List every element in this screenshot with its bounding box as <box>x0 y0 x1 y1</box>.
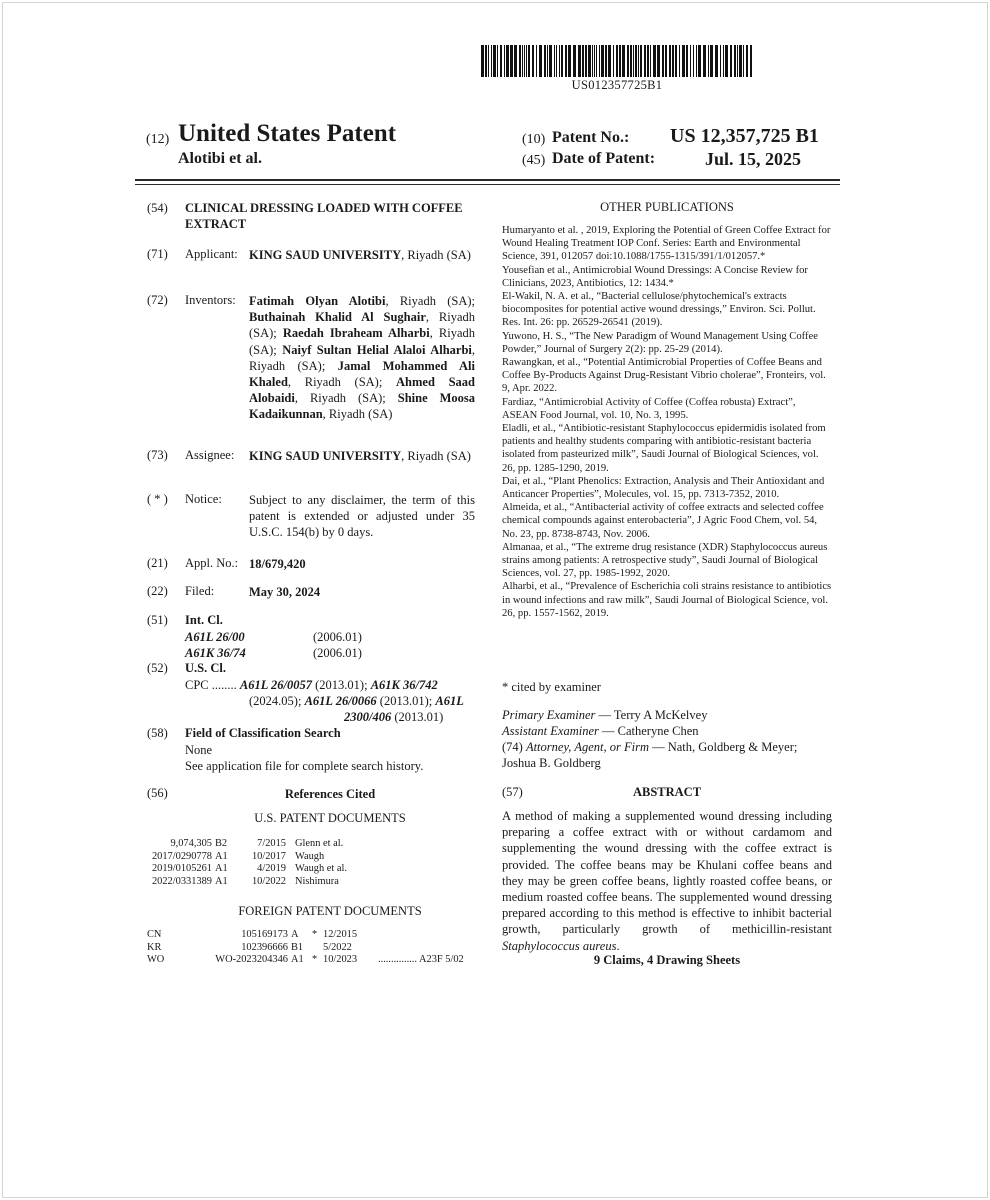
barcode-bar <box>532 45 534 77</box>
field-search-label: Field of Classification Search <box>185 726 341 740</box>
cpc-prefix: CPC ........ <box>185 678 237 692</box>
inventor-location: , Riyadh (SA); <box>294 391 398 406</box>
foreign-reference-row <box>147 929 467 942</box>
barcode-bar <box>644 45 646 77</box>
us-reference-row <box>140 851 350 864</box>
barcode-bar <box>573 45 576 77</box>
us-reference-row <box>140 876 350 889</box>
barcode-bar <box>650 45 651 77</box>
barcode-bar <box>559 45 560 77</box>
ref-date: 12/2015 <box>323 929 358 940</box>
ref-name: Nishimura <box>295 875 339 887</box>
barcode-bar <box>488 45 489 77</box>
ref-number: 2022/0331389 <box>151 875 212 887</box>
patent-no-label: Patent No.: <box>552 129 630 146</box>
ref-date: 10/2023 <box>323 954 358 966</box>
other-publications-list <box>502 224 832 620</box>
intcl-code-2: A61K 36/74 <box>185 646 246 660</box>
barcode-bar <box>669 45 671 77</box>
barcode-bar <box>746 45 748 77</box>
attorney-label: Attorney, Agent, or Firm <box>525 740 649 754</box>
barcode-bar <box>710 45 713 77</box>
publication-entry: Alharbi, et al., “Prevalence of Escherichia coli strains resistance to antibiotics in wound infections and raw milk”, Saudi Journal of Biological Science, vol. 26, pp. 1557-1562, 2019. <box>502 581 832 619</box>
ref-country: CN <box>147 929 162 940</box>
barcode-bar <box>696 45 697 77</box>
references-label: References Cited <box>284 787 376 801</box>
cpc-line-2 <box>249 693 479 709</box>
assignee-code: (73) <box>147 448 168 462</box>
claims-summary: 9 Claims, 4 Drawing Sheets <box>593 953 741 967</box>
ref-number: 9,074,305 <box>170 838 212 849</box>
publication-entry: Yousefian et al., Antimicrobial Wound Dressings: A Concise Review for Clinicians, 2023, Antibiotics, 12: 1434.* <box>502 264 808 289</box>
abstract-code: (57) <box>502 785 523 799</box>
header-rule-2 <box>135 184 840 185</box>
code-10: (10) <box>522 132 546 147</box>
barcode-bar <box>703 45 706 77</box>
ref-star: * <box>312 954 318 966</box>
ref-extra <box>372 929 467 942</box>
publication-entry: El-Wakil, N. A. et al., “Bacterial cellulose/phytochemical's extracts biocomposites for potential active wound dressings,” Environ. Sci. Pollut. Res. Int. 26: pp. 26529-26541 (2019). <box>502 291 816 329</box>
cpc-line-1 <box>185 677 475 693</box>
cited-note: * cited by examiner <box>502 680 601 694</box>
field-search-see: See application file for complete search history. <box>185 759 424 773</box>
barcode-bar <box>750 45 752 77</box>
abstract-text <box>502 808 832 954</box>
assistant-examiner-label: Assistant Examiner <box>502 724 599 738</box>
cpc-version-4: (2013.01) <box>394 710 444 724</box>
inventor-name: Shine Moosa Kadaikunnan <box>249 391 475 422</box>
barcode-bar <box>585 45 587 77</box>
barcode-bar <box>698 45 701 77</box>
ref-date: 10/2022 <box>251 875 286 887</box>
publication-entry: Eladli, et al., “Antibiotic-resistant Staphylococcus epidermidis isolated from patients and healthy students comparing with antibiotic-resistant bacteria isolated from pasteurized milk”, Saudi Journal of Biological Sciences, vol. 26, pp. 1285-1290, 2019. <box>502 423 826 474</box>
inventor-location: , Riyadh (SA); <box>249 310 476 341</box>
us-patent-heading: U.S. PATENT DOCUMENTS <box>254 811 406 825</box>
code-45: (45) <box>522 153 546 168</box>
ref-date: 10/2017 <box>251 850 286 862</box>
ref-number: WO-2023204346 <box>215 954 288 966</box>
inventor-name: Fatimah Olyan Alotibi <box>249 294 386 308</box>
assignee-location: , Riyadh (SA) <box>401 449 471 463</box>
barcode-bar <box>690 45 691 77</box>
barcode-bar <box>481 45 484 77</box>
barcode-bar <box>568 45 571 77</box>
code-12: (12) <box>146 132 170 147</box>
barcode-bar <box>693 45 694 77</box>
appl-number: 18/679,420 <box>249 557 306 571</box>
attorney-code: (74) <box>502 740 523 754</box>
barcode-bar <box>539 45 542 77</box>
ref-name: Glenn et al. <box>295 838 344 849</box>
barcode-bar <box>519 45 521 77</box>
barcode <box>481 45 753 77</box>
barcode-bar <box>506 45 509 77</box>
barcode-bar <box>715 45 718 77</box>
ref-country: WO <box>147 954 165 966</box>
barcode-bar <box>514 45 517 77</box>
foreign-patent-heading: FOREIGN PATENT DOCUMENTS <box>238 904 422 918</box>
cpc-code-3: A61L 26/0066 <box>304 694 377 708</box>
barcode-bar <box>739 45 742 77</box>
barcode-bar <box>638 45 639 77</box>
barcode-bar <box>665 45 667 77</box>
barcode-bar <box>619 45 621 77</box>
patent-title: CLINICAL DRESSING LOADED WITH COFFEE EXTRACT <box>185 201 463 231</box>
foreign-reference-row <box>147 954 467 967</box>
assistant-examiner <box>502 723 832 739</box>
barcode-bar <box>491 45 492 77</box>
applicant-location: , Riyadh (SA) <box>401 248 471 262</box>
appl-label: Appl. No.: <box>185 556 239 570</box>
cpc-code-4a: A61L <box>435 694 464 708</box>
header-rule-1 <box>135 179 840 181</box>
notice-code: ( * ) <box>147 492 168 506</box>
ref-kind: B2 <box>215 838 228 849</box>
barcode-bar <box>547 45 548 77</box>
primary-examiner-label: Primary Examiner <box>502 708 596 722</box>
barcode-bar <box>679 45 680 77</box>
barcode-bar <box>725 45 728 77</box>
barcode-bar <box>743 45 744 77</box>
barcode-bar <box>616 45 618 77</box>
barcode-bar <box>522 45 523 77</box>
barcode-bar <box>608 45 611 77</box>
inventor-location: , Riyadh (SA); <box>249 326 475 357</box>
barcode-bar <box>504 45 505 77</box>
us-reference-row <box>140 863 350 876</box>
ref-number: 105169173 <box>241 929 288 940</box>
barcode-bar <box>526 45 527 77</box>
barcode-bar <box>633 45 634 77</box>
ref-date: 7/2015 <box>257 838 286 849</box>
ref-kind: A1 <box>215 850 228 862</box>
foreign-reference-row <box>147 942 467 955</box>
foreign-patent-table <box>147 929 467 967</box>
inventor-location: , Riyadh (SA) <box>322 407 393 422</box>
ref-extra: ............... A23F 5/02 <box>378 954 464 966</box>
barcode-bar <box>596 45 597 77</box>
inventor-short: Alotibi et al. <box>178 150 262 167</box>
ref-number: 2017/0290778 <box>151 850 212 862</box>
barcode-bar <box>588 45 591 77</box>
barcode-bar <box>686 45 688 77</box>
barcode-bar <box>554 45 555 77</box>
abstract-body: A method of making a supplemented wound dressing including preparing a coffee extract with or without cardamom and supplementing the wound dressing with the coffee extract is provided. The coffee beans may be Khulani coffee beans and they may be green coffee beans, lightly roasted coffee beans, or medium roasted coffee beans. The supplemented wound dressing prepared according to this method is effective to inhibit bacterial growth, particularly growth of methicillin-resistant <box>502 809 832 937</box>
inventor-name: Buthainah Khalid Al Sughair <box>249 310 426 325</box>
date-label: Date of Patent: <box>552 150 656 167</box>
barcode-bar <box>561 45 563 77</box>
barcode-bar <box>510 45 513 77</box>
ref-kind: B1 <box>291 941 304 953</box>
publication-entry: Rawangkan, et al., “Potential Antimicrobial Properties of Coffee Beans and Coffee By-Products Against Drug-Resistant Vibrio cholerae”, Fronteirs, vol. 9, Apr. 2022. <box>502 357 826 395</box>
barcode-bar <box>723 45 724 77</box>
inventor-name: Ahmed Saad Alobaidi <box>249 375 476 406</box>
barcode-bar <box>627 45 629 77</box>
references-code: (56) <box>147 786 168 800</box>
assistant-examiner-name: — Catheryne Chen <box>598 724 699 738</box>
cpc-code-1: A61L 26/0057 <box>239 678 312 692</box>
attorney-name: — Nath, Goldberg & Meyer; Joshua B. Goldberg <box>502 740 798 771</box>
barcode-bar <box>592 45 593 77</box>
inventors-list <box>249 293 475 423</box>
ref-kind: A1 <box>215 875 228 887</box>
barcode-bar <box>682 45 685 77</box>
field-search-code: (58) <box>147 726 168 740</box>
us-reference-row <box>140 838 350 851</box>
appl-code: (21) <box>147 556 168 570</box>
inventors-label: Inventors: <box>185 293 236 307</box>
cpc-version-3: (2013.01); <box>379 694 433 708</box>
ref-kind: A <box>291 929 299 940</box>
inventor-location: , Riyadh (SA); <box>287 375 397 390</box>
ref-country: KR <box>147 941 162 953</box>
barcode-bar <box>737 45 738 77</box>
barcode-bar <box>734 45 736 77</box>
barcode-bar <box>640 45 642 77</box>
abstract-organism: Staphylococcus aureus <box>502 938 617 953</box>
publication-entry: Almeida, et al., “Antibacterial activity of coffee extracts and selected coffee chemical compounds against enterobacteria”, J Agric Food Chem, vol. 54, No. 23, pp. 8738-8743, Nov. 2006. <box>502 502 824 540</box>
abstract-end: . <box>616 938 620 953</box>
cpc-line-3 <box>344 709 443 725</box>
barcode-bar <box>549 45 552 77</box>
inventor-location: , Riyadh (SA); <box>385 294 476 308</box>
cpc-code-4b: 2300/406 <box>344 710 392 724</box>
barcode-bar <box>528 45 530 77</box>
uscl-code: (52) <box>147 661 168 675</box>
intcl-version-1: (2006.01) <box>313 630 362 644</box>
barcode-bar <box>556 45 557 77</box>
barcode-bar <box>630 45 632 77</box>
publication-entry: Humaryanto et al. , 2019, Exploring the Potential of Green Coffee Extract for Wound Healing Treatment IOP Conf. Series: Earth and Environmental Science, 391, 012057 doi:10.1088/1755-1315/391/1/012057.* <box>502 225 831 263</box>
barcode-bar <box>582 45 584 77</box>
barcode-bar <box>613 45 614 77</box>
ref-name: Waugh <box>295 850 325 862</box>
intcl-code-1: A61L 26/00 <box>185 630 245 644</box>
ref-star <box>312 942 323 955</box>
inventor-location: , Riyadh (SA); <box>249 342 475 373</box>
attorney <box>502 739 802 771</box>
inventor-name: Naiyf Sultan Helial Alaloi Alharbi <box>282 342 472 357</box>
barcode-bar <box>657 45 660 77</box>
publication-entry: Almanaa, et al., “The extreme drug resistance (XDR) Staphylococcus aureus strains among patients: A retrospective study”, Saudi Journal of Biological Sciences, vol. 27, pp. 1985-1992, 2020. <box>502 541 828 580</box>
barcode-bar <box>485 45 487 77</box>
cpc-code-2: A61K 36/742 <box>370 678 438 692</box>
barcode-bar <box>578 45 581 77</box>
field-search-none: None <box>185 743 213 757</box>
cpc-version-2: (2024.05); <box>249 694 302 708</box>
filed-code: (22) <box>147 584 168 598</box>
applicant-name: KING SAUD UNIVERSITY <box>249 248 402 262</box>
barcode-bar <box>730 45 732 77</box>
filed-date: May 30, 2024 <box>249 585 321 599</box>
barcode-bar <box>622 45 625 77</box>
barcode-bar <box>500 45 502 77</box>
assignee <box>249 448 475 464</box>
barcode-bar <box>647 45 649 77</box>
ref-date: 4/2019 <box>257 863 286 875</box>
patent-number: US 12,357,725 B1 <box>670 125 819 147</box>
intcl-version-2: (2006.01) <box>313 646 362 660</box>
barcode-bar <box>536 45 537 77</box>
ref-number: 2019/0105261 <box>151 863 212 875</box>
barcode-bar <box>497 45 498 77</box>
ref-date: 5/2022 <box>323 941 352 953</box>
barcode-bar <box>493 45 496 77</box>
barcode-bar <box>524 45 525 77</box>
publication-entry: Fardiaz, “Antimicrobial Activity of Coffee (Coffea robusta) Extract”, ASEAN Food Journal, vol. 10, No. 3, 1995. <box>502 396 796 421</box>
applicant-code: (71) <box>147 247 168 261</box>
abstract-heading: ABSTRACT <box>632 785 702 799</box>
filed-label: Filed: <box>185 584 215 598</box>
ref-number: 102396666 <box>241 941 288 953</box>
ref-kind: A1 <box>215 863 228 875</box>
page-border <box>2 2 988 1198</box>
barcode-bar <box>635 45 637 77</box>
primary-examiner <box>502 707 832 723</box>
other-publications-heading: OTHER PUBLICATIONS <box>600 200 734 214</box>
barcode-number: US012357725B1 <box>571 78 663 92</box>
ref-extra <box>372 942 467 955</box>
barcode-bar <box>601 45 604 77</box>
barcode-bar <box>544 45 546 77</box>
applicant <box>249 247 475 263</box>
us-patent-table <box>140 838 350 888</box>
barcode-bar <box>708 45 709 77</box>
barcode-bar <box>594 45 595 77</box>
barcode-bar <box>599 45 600 77</box>
barcode-bar <box>565 45 567 77</box>
primary-examiner-name: — Terry A McKelvey <box>595 708 708 722</box>
patent-date: Jul. 15, 2025 <box>705 149 802 169</box>
barcode-bar <box>720 45 721 77</box>
barcode-bar <box>672 45 674 77</box>
cpc-version-1: (2013.01); <box>315 678 368 692</box>
intcl-label: Int. Cl. <box>185 613 223 627</box>
barcode-bar <box>675 45 677 77</box>
intcl-code: (51) <box>147 613 168 627</box>
barcode-bar <box>662 45 664 77</box>
applicant-label: Applicant: <box>185 247 238 261</box>
inventor-name: Raedah Ibraheam Alharbi <box>282 326 430 341</box>
document-type: United States Patent <box>178 120 397 147</box>
barcode-bar <box>605 45 607 77</box>
barcode-bar <box>653 45 656 77</box>
publication-entry: Dai, et al., “Plant Phenolics: Extraction, Analysis and Their Antioxidant and Anticancer Properties”, Molecules, vol. 15, pp. 7313-7352, 2010. <box>502 475 825 501</box>
uscl-label: U.S. Cl. <box>185 661 226 675</box>
notice-text: Subject to any disclaimer, the term of this patent is extended or adjusted under 35 U.S.C. 154(b) by 0 days. <box>249 493 475 540</box>
title-code: (54) <box>147 201 168 215</box>
notice-label: Notice: <box>185 492 222 506</box>
inventors-code: (72) <box>147 293 168 307</box>
ref-star: * <box>312 929 318 940</box>
publication-entry: Yuwono, H. S., “The New Paradigm of Wound Management Using Coffee Powder,” Journal of Surgery 2(2): pp. 25-29 (2014). <box>502 330 818 355</box>
ref-name: Waugh et al. <box>295 863 347 875</box>
inventor-name: Jamal Mohammed Ali Khaled <box>249 358 476 390</box>
ref-kind: A1 <box>291 954 304 966</box>
assignee-label: Assignee: <box>185 448 235 462</box>
assignee-name: KING SAUD UNIVERSITY <box>249 449 402 463</box>
